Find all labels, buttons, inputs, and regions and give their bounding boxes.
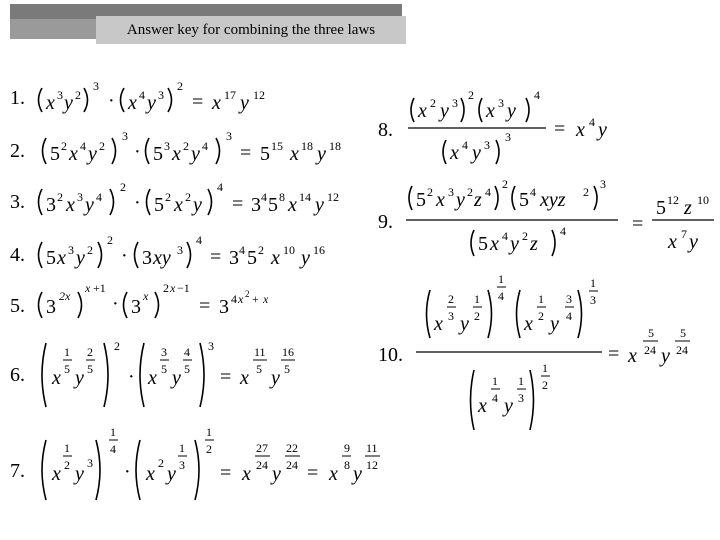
svg-text:y: y (167, 463, 176, 485)
svg-text:1: 1 (179, 441, 185, 455)
svg-text:x: x (450, 142, 459, 164)
svg-text:y: y (315, 194, 324, 216)
svg-text:x: x (240, 367, 249, 389)
svg-text:·: · (124, 461, 131, 483)
equation-5 (39, 281, 270, 318)
svg-text:2: 2 (522, 229, 528, 243)
equation-6 (42, 339, 295, 407)
svg-text:12: 12 (253, 88, 265, 102)
svg-text:5: 5 (680, 326, 686, 340)
svg-text:2: 2 (427, 185, 433, 199)
svg-text:4: 4 (196, 233, 202, 247)
svg-text:4: 4 (485, 185, 491, 199)
svg-text:x: x (478, 395, 487, 417)
svg-text:3: 3 (219, 296, 229, 318)
problem-number-3: 3. (10, 191, 25, 213)
svg-text:y: y (510, 233, 519, 255)
svg-text:5: 5 (87, 362, 93, 376)
svg-text:3: 3 (46, 194, 56, 216)
svg-text:24: 24 (256, 458, 268, 472)
svg-text:3: 3 (77, 190, 83, 204)
svg-text:y: y (353, 463, 362, 485)
svg-text:15: 15 (271, 139, 283, 153)
svg-text:2: 2 (75, 88, 81, 102)
svg-text:5: 5 (656, 197, 666, 219)
svg-text:4: 4 (498, 289, 504, 303)
svg-text:y: y (689, 231, 698, 253)
svg-text:y: y (472, 142, 481, 164)
svg-text:x: x (69, 143, 78, 165)
svg-text:4: 4 (110, 442, 116, 456)
svg-text:5: 5 (161, 362, 167, 376)
svg-text:3: 3 (142, 247, 152, 269)
svg-text:+1: +1 (93, 281, 106, 295)
svg-text:2: 2 (542, 378, 548, 392)
svg-text:y: y (440, 100, 449, 122)
svg-text:1: 1 (110, 425, 116, 439)
svg-text:18: 18 (329, 139, 341, 153)
svg-text:3: 3 (448, 185, 454, 199)
svg-text:1: 1 (64, 345, 70, 359)
svg-text:11: 11 (366, 441, 378, 455)
problem-number-4: 4. (10, 244, 25, 266)
svg-text:x: x (290, 143, 299, 165)
svg-text:27: 27 (256, 441, 268, 455)
svg-text:2: 2 (57, 190, 63, 204)
svg-text:3: 3 (448, 309, 454, 323)
svg-text:−1: −1 (177, 281, 190, 295)
svg-text:y: y (301, 247, 310, 269)
svg-text:x: x (46, 92, 55, 114)
svg-text:4: 4 (96, 190, 102, 204)
equation-7 (42, 425, 380, 500)
svg-text:=: = (554, 118, 566, 140)
svg-text:x: x (52, 463, 61, 485)
svg-text:x: x (238, 292, 244, 306)
svg-text:y: y (271, 367, 280, 389)
svg-text:3: 3 (161, 345, 167, 359)
svg-text:3: 3 (498, 96, 504, 110)
svg-text:3: 3 (87, 456, 93, 470)
svg-text:2: 2 (183, 139, 189, 153)
svg-text:5: 5 (64, 362, 70, 376)
svg-text:x: x (436, 189, 445, 211)
svg-text:z: z (530, 233, 538, 255)
svg-text:8: 8 (344, 458, 350, 472)
svg-text:4: 4 (239, 243, 245, 257)
svg-text:=: = (210, 246, 222, 268)
equation-9 (406, 177, 714, 256)
svg-text:x: x (212, 92, 221, 114)
svg-text:2x: 2x (59, 289, 71, 303)
svg-text:4: 4 (462, 138, 468, 152)
svg-text:x: x (524, 313, 533, 335)
svg-text:2: 2 (165, 190, 171, 204)
svg-text:3: 3 (566, 292, 572, 306)
svg-text:y: y (460, 313, 469, 335)
svg-text:x: x (271, 247, 280, 269)
svg-text:24: 24 (286, 458, 298, 472)
problem-number-1: 1. (10, 87, 25, 109)
svg-text:2: 2 (474, 309, 480, 323)
svg-text:·: · (134, 141, 141, 163)
svg-text:2: 2 (99, 139, 105, 153)
svg-text:4: 4 (589, 115, 595, 129)
svg-text:2: 2 (467, 185, 473, 199)
svg-text:5: 5 (268, 194, 278, 216)
svg-text:x: x (52, 367, 61, 389)
svg-text:16: 16 (282, 345, 294, 359)
svg-text:10: 10 (697, 193, 709, 207)
svg-text:y: y (75, 367, 84, 389)
svg-text:x: x (128, 92, 137, 114)
svg-text:11: 11 (254, 345, 266, 359)
svg-text:5: 5 (184, 362, 190, 376)
svg-text:4: 4 (80, 139, 86, 153)
svg-text:5: 5 (478, 233, 488, 255)
svg-text:x: x (263, 292, 269, 306)
svg-text:5: 5 (648, 326, 654, 340)
equation-3 (39, 180, 340, 216)
svg-text:=: = (220, 462, 232, 484)
svg-text:3: 3 (600, 177, 606, 191)
svg-text:y: y (85, 194, 94, 216)
svg-text:y: y (661, 345, 670, 367)
svg-text:1: 1 (542, 361, 548, 375)
svg-text:4: 4 (217, 180, 223, 194)
svg-text:2: 2 (538, 309, 544, 323)
svg-text:5: 5 (284, 362, 290, 376)
svg-text:x: x (170, 281, 176, 295)
svg-text:3: 3 (68, 243, 74, 257)
problem-number-8: 8. (378, 119, 393, 141)
svg-text:x: x (143, 289, 149, 303)
svg-text:xy: xy (153, 247, 171, 269)
svg-text:7: 7 (681, 227, 687, 241)
svg-text:2: 2 (158, 456, 164, 470)
svg-text:18: 18 (301, 139, 313, 153)
svg-text:x: x (85, 281, 91, 295)
svg-text:1: 1 (538, 292, 544, 306)
svg-text:1: 1 (498, 272, 504, 286)
equation-1 (39, 79, 266, 114)
svg-text:y: y (504, 395, 513, 417)
svg-text:x: x (628, 345, 637, 367)
svg-text:1: 1 (474, 292, 480, 306)
problem-number-10: 10. (378, 344, 403, 366)
svg-text:4: 4 (231, 292, 237, 306)
svg-text:=: = (199, 295, 211, 317)
svg-text:24: 24 (644, 343, 656, 357)
svg-text:16: 16 (313, 243, 325, 257)
svg-text:5: 5 (50, 143, 60, 165)
problem-number-9: 9. (378, 211, 393, 233)
svg-text:1: 1 (518, 374, 524, 388)
svg-text:9: 9 (344, 441, 350, 455)
svg-text:3: 3 (46, 296, 56, 318)
svg-text:3: 3 (57, 88, 63, 102)
svg-text:4: 4 (534, 88, 540, 102)
svg-text:3: 3 (226, 129, 232, 143)
svg-text:y: y (64, 92, 73, 114)
svg-text:14: 14 (299, 190, 311, 204)
svg-text:x: x (486, 100, 495, 122)
problem-number-7: 7. (10, 460, 25, 482)
svg-text:12: 12 (327, 190, 339, 204)
svg-text:y: y (75, 463, 84, 485)
svg-text:y: y (550, 313, 559, 335)
svg-text:2: 2 (502, 177, 508, 191)
svg-text:=: = (307, 462, 319, 484)
svg-text:x: x (242, 463, 251, 485)
svg-text:x: x (418, 100, 427, 122)
svg-text:y: y (240, 92, 249, 114)
svg-text:y: y (598, 119, 607, 141)
equation-4 (39, 233, 326, 269)
svg-text:2: 2 (448, 292, 454, 306)
svg-text:5: 5 (256, 362, 262, 376)
svg-text:=: = (232, 193, 244, 215)
svg-text:x: x (490, 233, 499, 255)
svg-text:5: 5 (46, 247, 56, 269)
svg-text:·: · (134, 192, 141, 214)
page-title: Answer key for combining the three laws (96, 16, 406, 44)
svg-text:y: y (456, 189, 465, 211)
svg-text:4: 4 (202, 139, 208, 153)
svg-text:x: x (148, 367, 157, 389)
svg-text:5: 5 (519, 189, 529, 211)
svg-text:3: 3 (164, 139, 170, 153)
svg-text:1: 1 (64, 441, 70, 455)
svg-text:z: z (684, 197, 692, 219)
svg-text:4: 4 (261, 190, 267, 204)
svg-text:4: 4 (492, 391, 498, 405)
equation-2 (43, 129, 342, 165)
svg-text:3: 3 (208, 339, 214, 353)
svg-text:=: = (220, 366, 232, 388)
svg-text:y: y (507, 100, 516, 122)
svg-text:2: 2 (61, 139, 67, 153)
svg-text:22: 22 (286, 441, 298, 455)
svg-text:=: = (632, 213, 644, 235)
svg-text:x: x (329, 463, 338, 485)
svg-text:5: 5 (247, 247, 257, 269)
svg-text:·: · (112, 293, 119, 315)
svg-text:4: 4 (502, 229, 508, 243)
svg-text:3: 3 (452, 96, 458, 110)
svg-text:2: 2 (114, 339, 120, 353)
svg-text:z: z (474, 189, 482, 211)
svg-text:1: 1 (492, 374, 498, 388)
svg-text:3: 3 (131, 296, 141, 318)
svg-text:·: · (121, 245, 128, 267)
svg-text:2: 2 (107, 233, 113, 247)
svg-text:4: 4 (566, 309, 572, 323)
svg-text:x: x (57, 247, 66, 269)
svg-text:x: x (576, 119, 585, 141)
svg-text:3: 3 (229, 247, 239, 269)
svg-text:y: y (317, 143, 326, 165)
svg-text:3: 3 (158, 88, 164, 102)
svg-text:2: 2 (87, 345, 93, 359)
svg-text:y: y (191, 143, 200, 165)
svg-text:2: 2 (64, 458, 70, 472)
problem-number-5: 5. (10, 295, 25, 317)
svg-text:2: 2 (206, 442, 212, 456)
svg-text:2: 2 (468, 88, 474, 102)
svg-text:x: x (146, 463, 155, 485)
svg-text:3: 3 (590, 293, 596, 307)
svg-text:=: = (240, 142, 252, 164)
svg-text:4: 4 (184, 345, 190, 359)
svg-text:2: 2 (87, 243, 93, 257)
svg-text:y: y (88, 143, 97, 165)
problem-number-2: 2. (10, 140, 25, 162)
svg-text:2: 2 (583, 185, 589, 199)
svg-text:3: 3 (179, 458, 185, 472)
equation-8 (408, 88, 607, 164)
svg-text:4: 4 (139, 88, 145, 102)
svg-text:+: + (252, 292, 259, 306)
svg-text:24: 24 (676, 343, 688, 357)
svg-text:x: x (434, 313, 443, 335)
svg-text:2: 2 (177, 79, 183, 93)
svg-text:xyz: xyz (540, 189, 566, 211)
svg-text:12: 12 (366, 458, 378, 472)
svg-text:10: 10 (283, 243, 295, 257)
svg-text:12: 12 (667, 193, 679, 207)
svg-text:x: x (174, 194, 183, 216)
svg-text:4: 4 (560, 224, 566, 238)
svg-text:·: · (108, 90, 115, 112)
svg-text:17: 17 (224, 88, 236, 102)
svg-text:5: 5 (153, 143, 163, 165)
svg-text:2: 2 (430, 96, 436, 110)
problem-number-6: 6. (10, 364, 25, 386)
svg-text:3: 3 (251, 194, 261, 216)
svg-text:x: x (172, 143, 181, 165)
svg-text:x: x (288, 194, 297, 216)
svg-text:2: 2 (185, 190, 191, 204)
svg-text:3: 3 (518, 391, 524, 405)
svg-text:8: 8 (279, 190, 285, 204)
svg-text:3: 3 (122, 129, 128, 143)
svg-text:5: 5 (154, 194, 164, 216)
equation-10 (416, 272, 690, 430)
svg-text:2: 2 (163, 281, 169, 295)
svg-text:y: y (193, 194, 202, 216)
svg-text:=: = (192, 91, 204, 113)
svg-text:y: y (172, 367, 181, 389)
svg-text:5: 5 (260, 143, 270, 165)
svg-text:1: 1 (206, 425, 212, 439)
svg-text:3: 3 (505, 130, 511, 144)
svg-text:3: 3 (484, 138, 490, 152)
svg-text:4: 4 (530, 185, 536, 199)
svg-text:5: 5 (416, 189, 426, 211)
svg-text:2: 2 (120, 180, 126, 194)
svg-text:3: 3 (177, 243, 183, 257)
svg-text:2: 2 (245, 289, 250, 299)
svg-text:·: · (128, 366, 135, 388)
svg-text:y: y (147, 92, 156, 114)
svg-text:x: x (66, 194, 75, 216)
svg-text:3: 3 (93, 79, 99, 93)
svg-text:y: y (272, 463, 281, 485)
svg-text:y: y (76, 247, 85, 269)
svg-text:2: 2 (258, 243, 264, 257)
svg-text:1: 1 (590, 276, 596, 290)
svg-text:=: = (608, 343, 620, 365)
svg-text:x: x (668, 231, 677, 253)
